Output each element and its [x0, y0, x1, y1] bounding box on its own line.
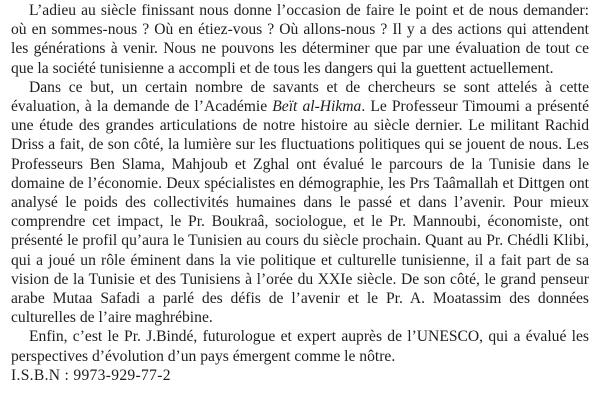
academy-name: Beït al-Hikma [272, 98, 362, 116]
paragraph-contributors-before: Dans ce but, un certain nombre de savants et de chercheurs se sont attelés à cette évaluation, à la demande de l’Académie [11, 78, 589, 116]
isbn-line: I.S.B.N : 9973-929-77-2 [11, 366, 171, 384]
paragraph-intro: L’adieu au siècle finissant nous donne l’occasion de faire le point et de nous demander: où en sommes-nous ? Où en étiez-vous ? Où allons-nous ? Il y a des actions qui attendent les générations à venir. Nous ne pouvons les déterminer que par une évaluation de tout ce que la société tunisienne a accompli et de tous les dangers qui la guettent actuellement. [11, 2, 589, 77]
body-text [11, 1, 589, 385]
paragraph-contributors [11, 78, 589, 328]
paragraph-contributors-after: . Le Professeur Timoumi a présenté une étude des grandes articulations de notre histoire au siècle dernier. Le militant Rachid Driss a fait, de son côté, la lumière sur les fluctuations politiques qui se jouent de nous. Les Professeurs Ben Slama, Mahjoub et Zghal ont évalué le parcours de la Tunisie dans le domaine de l’économie. Deux spécialistes en démographie, les Prs Taâmallah et Dittgen ont analysé le poids des collectivités humaines dans le passé et dans l’avenir. Pour mieux comprendre cet impact, le Pr. Boukraâ, sociologue, et le Pr. Mannoubi, économiste, ont présenté le profil qu’aura le Tunisien au cours du siècle prochain. Quant au Pr. Chédli Klibi, qui a joué un rôle éminent dans la vie politique et culturelle tunisienne, il a fait part de sa vision de la Tunisie et des Tunisiens à l’orée du XXIe siècle. De son côté, le grand penseur arabe Mutaa Safadi a parlé des défis de l’avenir et le Pr. A. Moatassim des données culturelles de l’aire maghrébine. [11, 98, 590, 327]
paragraph-conclusion: Enfin, c’est le Pr. J.Bindé, futurologue et expert auprès de l’UNESCO, qui a évalué les perspectives d’évolution d’un pays émergent comme le nôtre. [11, 328, 589, 365]
